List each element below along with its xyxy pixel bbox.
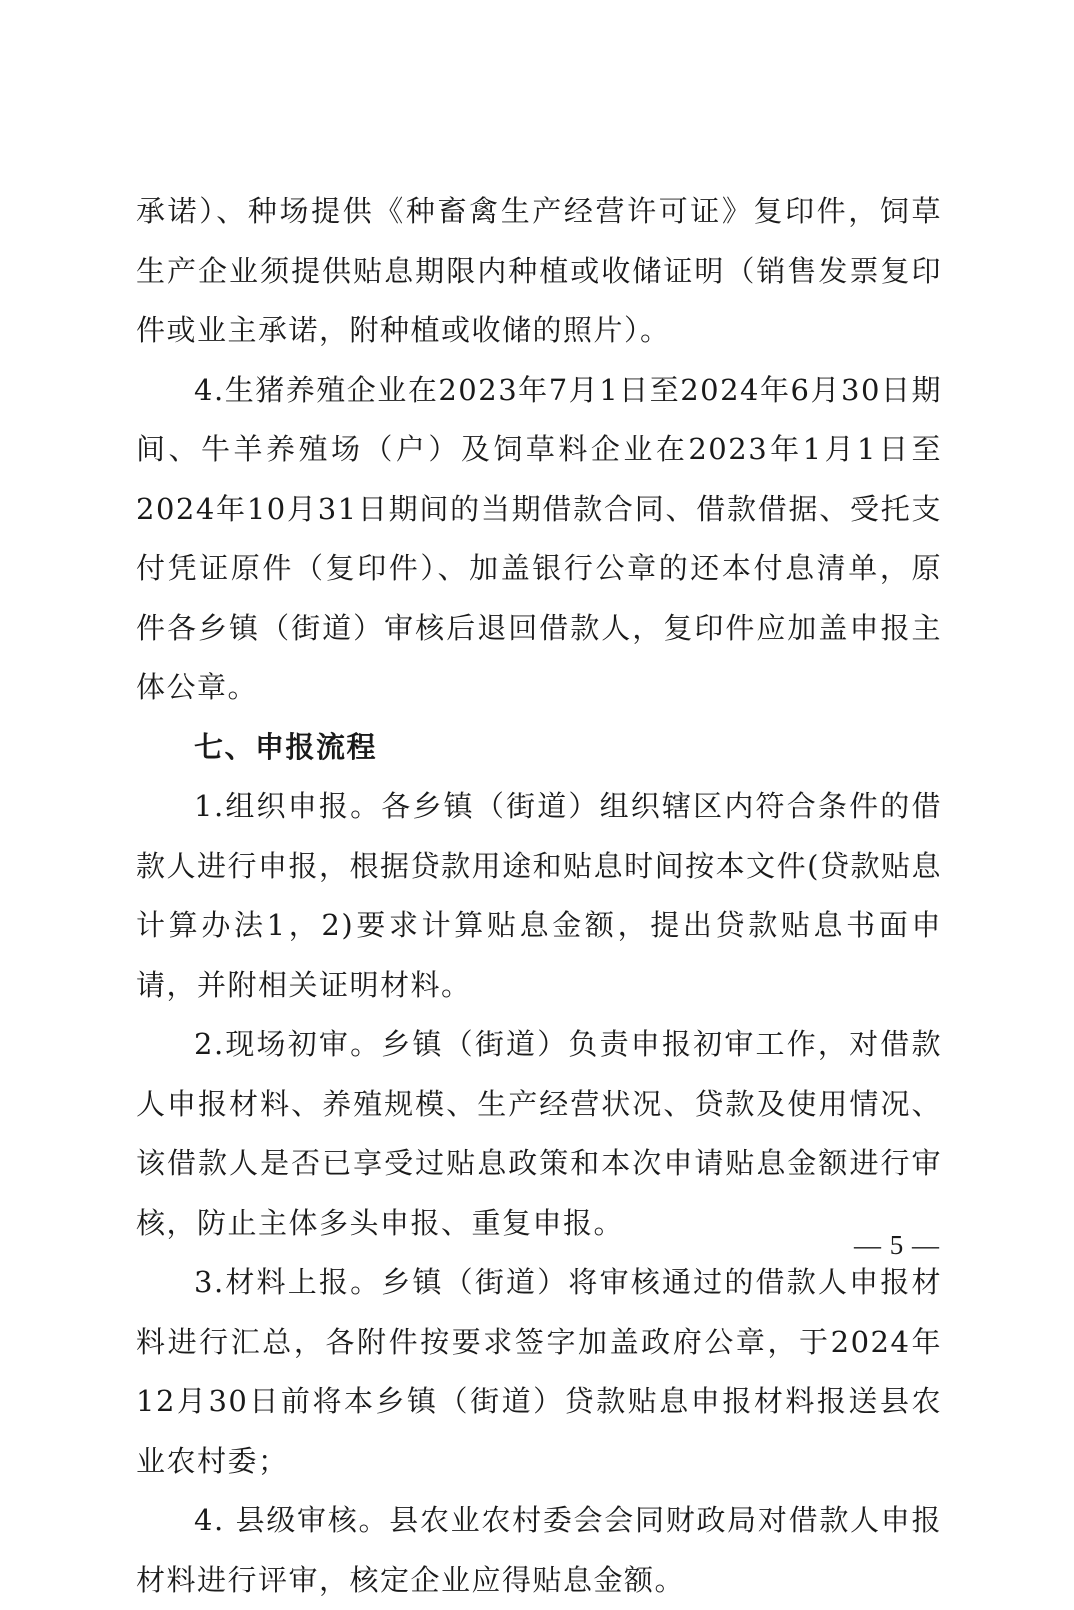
- paragraph-step-4-county-review: 4. 县级审核。县农业农村委会会同财政局对借款人申报材料进行评审，核定企业应得贴息金额。: [136, 1503, 942, 1597]
- paragraph-item-4-materials: 4.生猪养殖企业在2023年7月1日至2024年6月30日期间、牛羊养殖场（户）及饲草料企业在2023年1月1日至2024年10月31日期间的当期借款合同、借款借据、受托支付凭证原件（复印件）、加盖银行公章的还本付息清单，原件各乡镇（街道）审核后退回借款人，复印件应加盖申报主体公章。: [136, 372, 942, 704]
- section-heading-application-process: 七、申报流程: [194, 729, 378, 764]
- paragraph-step-3-submit-materials: 3.材料上报。乡镇（街道）将审核通过的借款人申报材料进行汇总，各附件按要求签字加盖政府公章，于2024年12月30日前将本乡镇（街道）贷款贴息申报材料报送县农业农村委；: [136, 1265, 942, 1478]
- page-number: — 5 —: [854, 1230, 940, 1260]
- paragraph-step-2-preliminary-review: 2.现场初审。乡镇（街道）负责申报初审工作，对借款人申报材料、养殖规模、生产经营状况、贷款及使用情况、该借款人是否已享受过贴息政策和本次申请贴息金额进行审核，防止主体多头申报、重复申报。: [136, 1027, 942, 1240]
- document-body: [136, 182, 942, 1610]
- paragraph-step-1-organize: 1.组织申报。各乡镇（街道）组织辖区内符合条件的借款人进行申报，根据贷款用途和贴息时间按本文件(贷款贴息计算办法1，2)要求计算贴息金额，提出贷款贴息书面申请，并附相关证明材料。: [136, 789, 942, 1002]
- paragraph-continuation: 承诺）、种场提供《种畜禽生产经营许可证》复印件，饲草生产企业须提供贴息期限内种植或收储证明（销售发票复印件或业主承诺，附种植或收储的照片）。: [136, 194, 942, 347]
